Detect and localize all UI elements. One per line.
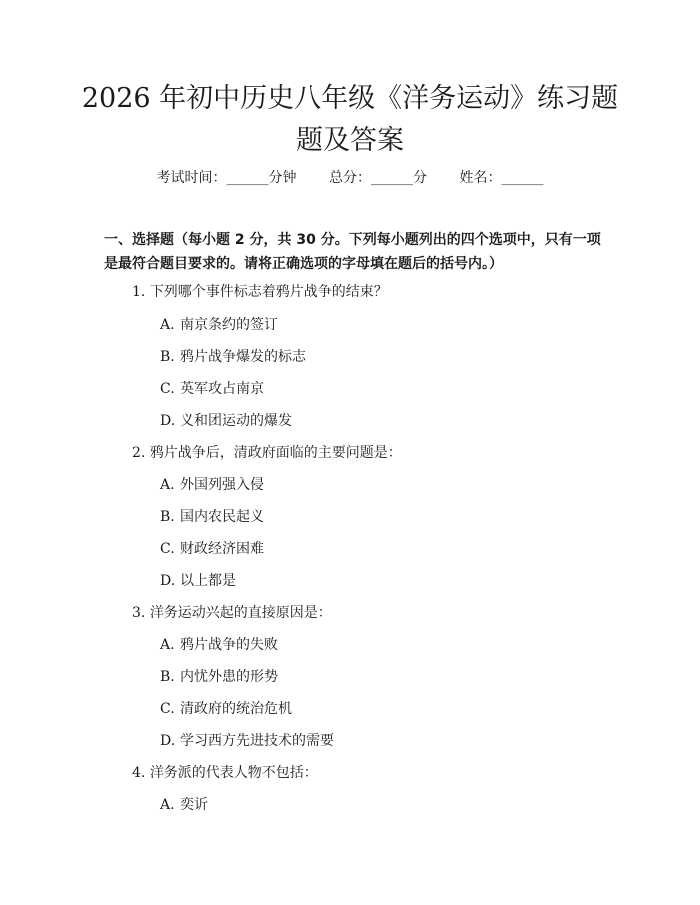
- total-score-field: 总分：______分: [329, 170, 427, 186]
- option-text: 鸦片战争爆发的标志: [180, 349, 306, 365]
- option-label: C.: [160, 541, 175, 557]
- option-4a: [160, 795, 208, 815]
- option-1b: [160, 347, 306, 367]
- option-2b: [160, 507, 264, 527]
- exam-meta: [0, 168, 700, 188]
- option-text: 英军攻占南京: [180, 381, 264, 397]
- option-text: 清政府的统治危机: [180, 701, 292, 717]
- question-number: 4.: [132, 765, 146, 781]
- student-name-field: 姓名：______: [459, 170, 544, 186]
- section-heading: 一、选择题（每小题 2 分，共 30 分。下列每小题列出的四个选项中，只有一项是最符合题目要求的。请将正确选项的字母填在题后的括号内。）: [104, 232, 601, 272]
- option-text: 南京条约的签订: [180, 317, 278, 333]
- option-label: C.: [160, 381, 175, 397]
- option-label: B.: [160, 509, 175, 525]
- question-text: 鸦片战争后，清政府面临的主要问题是：: [149, 445, 402, 461]
- question-text: 下列哪个事件标志着鸦片战争的结束？: [149, 284, 388, 300]
- option-3d: [160, 731, 334, 751]
- question-1: [132, 282, 388, 302]
- question-number: 2.: [132, 445, 146, 461]
- option-text: 鸦片战争的失败: [180, 637, 278, 653]
- option-text: 以上都是: [180, 573, 236, 589]
- option-3b: [160, 667, 278, 687]
- option-label: A.: [160, 797, 175, 813]
- exam-time-field: 考试时间：______分钟: [156, 170, 297, 186]
- option-label: D.: [160, 573, 176, 589]
- option-2a: [160, 475, 264, 495]
- question-2: [132, 443, 402, 463]
- question-text: 洋务运动兴起的直接原因是：: [149, 605, 332, 621]
- question-4: [132, 763, 318, 783]
- option-text: 外国列强入侵: [180, 477, 264, 493]
- option-label: A.: [160, 637, 175, 653]
- option-text: 国内农民起义: [180, 509, 264, 525]
- question-number: 3.: [132, 605, 146, 621]
- title-line-1: 2026 年初中历史八年级《洋务运动》练习题: [81, 83, 619, 114]
- page-title: [0, 78, 700, 162]
- option-3c: [160, 699, 292, 719]
- option-label: B.: [160, 669, 175, 685]
- option-text: 学习西方先进技术的需要: [180, 733, 334, 749]
- title-line-2: 题及答案: [296, 125, 404, 156]
- question-3: [132, 603, 332, 623]
- option-label: A.: [160, 317, 175, 333]
- option-2d: [160, 571, 236, 591]
- option-text: 财政经济困难: [180, 541, 264, 557]
- option-label: D.: [160, 733, 176, 749]
- option-text: 义和团运动的爆发: [180, 413, 292, 429]
- option-1c: [160, 379, 264, 399]
- option-label: D.: [160, 413, 176, 429]
- option-3a: [160, 635, 278, 655]
- option-label: B.: [160, 349, 175, 365]
- question-number: 1.: [132, 284, 146, 300]
- question-text: 洋务派的代表人物不包括：: [149, 765, 318, 781]
- option-1a: [160, 315, 278, 335]
- option-1d: [160, 411, 292, 431]
- option-2c: [160, 539, 264, 559]
- option-text: 奕䜣: [180, 797, 208, 813]
- option-label: C.: [160, 701, 175, 717]
- option-text: 内忧外患的形势: [180, 669, 278, 685]
- option-label: A.: [160, 477, 175, 493]
